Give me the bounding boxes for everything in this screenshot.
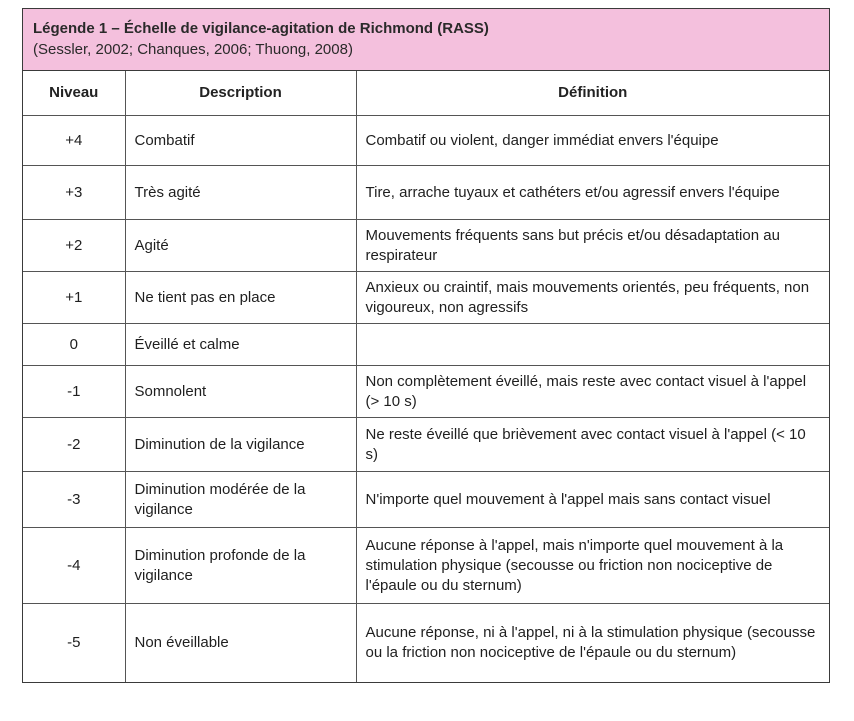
row-description: Combatif bbox=[125, 116, 356, 166]
row-level: -4 bbox=[23, 528, 125, 604]
row-definition: Combatif ou violent, danger immédiat envers l'équipe bbox=[356, 116, 829, 166]
row-description: Très agité bbox=[125, 166, 356, 220]
row-definition: Ne reste éveillé que brièvement avec contact visuel à l'appel (< 10 s) bbox=[356, 418, 829, 472]
rass-document bbox=[22, 8, 830, 683]
row-definition: Aucune réponse, ni à l'appel, ni à la stimulation physique (secousse ou la friction non nociceptive de l'épaule ou du sternum) bbox=[356, 604, 829, 682]
row-level: +4 bbox=[23, 116, 125, 166]
table-row bbox=[23, 418, 829, 472]
row-definition: Mouvements fréquents sans but précis et/ou désadaptation au respirateur bbox=[356, 220, 829, 272]
row-definition: Tire, arrache tuyaux et cathéters et/ou agressif envers l'équipe bbox=[356, 166, 829, 220]
row-description: Somnolent bbox=[125, 366, 356, 418]
table-row bbox=[23, 220, 829, 272]
header-niveau: Niveau bbox=[23, 71, 125, 116]
row-description: Diminution modérée de la vigilance bbox=[125, 472, 356, 528]
row-level: -3 bbox=[23, 472, 125, 528]
row-description: Agité bbox=[125, 220, 356, 272]
row-description: Diminution profonde de la vigilance bbox=[125, 528, 356, 604]
table-row bbox=[23, 472, 829, 528]
row-level: -1 bbox=[23, 366, 125, 418]
table-row bbox=[23, 324, 829, 366]
row-level: 0 bbox=[23, 324, 125, 366]
row-description: Éveillé et calme bbox=[125, 324, 356, 366]
row-definition bbox=[356, 324, 829, 366]
table-header-row bbox=[23, 71, 829, 116]
row-definition: Anxieux ou craintif, mais mouvements orientés, peu fréquents, non vigoureux, non agressifs bbox=[356, 272, 829, 324]
table-row bbox=[23, 604, 829, 682]
row-definition: Non complètement éveillé, mais reste avec contact visuel à l'appel (> 10 s) bbox=[356, 366, 829, 418]
table-row bbox=[23, 366, 829, 418]
row-level: +3 bbox=[23, 166, 125, 220]
table-row bbox=[23, 528, 829, 604]
legend-title: Légende 1 – Échelle de vigilance-agitation de Richmond (RASS) bbox=[33, 20, 489, 37]
legend-header bbox=[23, 9, 829, 71]
table-row bbox=[23, 116, 829, 166]
row-description: Diminution de la vigilance bbox=[125, 418, 356, 472]
legend-sources: (Sessler, 2002; Chanques, 2006; Thuong, 2008) bbox=[33, 41, 353, 58]
row-level: -5 bbox=[23, 604, 125, 682]
row-level: +1 bbox=[23, 272, 125, 324]
table-row bbox=[23, 272, 829, 324]
rass-table bbox=[23, 71, 829, 682]
row-definition: Aucune réponse à l'appel, mais n'importe quel mouvement à la stimulation physique (secousse ou friction non nociceptive de l'épaule ou du sternum) bbox=[356, 528, 829, 604]
row-description: Non éveillable bbox=[125, 604, 356, 682]
row-level: +2 bbox=[23, 220, 125, 272]
row-definition: N'importe quel mouvement à l'appel mais sans contact visuel bbox=[356, 472, 829, 528]
row-description: Ne tient pas en place bbox=[125, 272, 356, 324]
header-definition: Définition bbox=[356, 71, 829, 116]
header-description: Description bbox=[125, 71, 356, 116]
table-row bbox=[23, 166, 829, 220]
row-level: -2 bbox=[23, 418, 125, 472]
